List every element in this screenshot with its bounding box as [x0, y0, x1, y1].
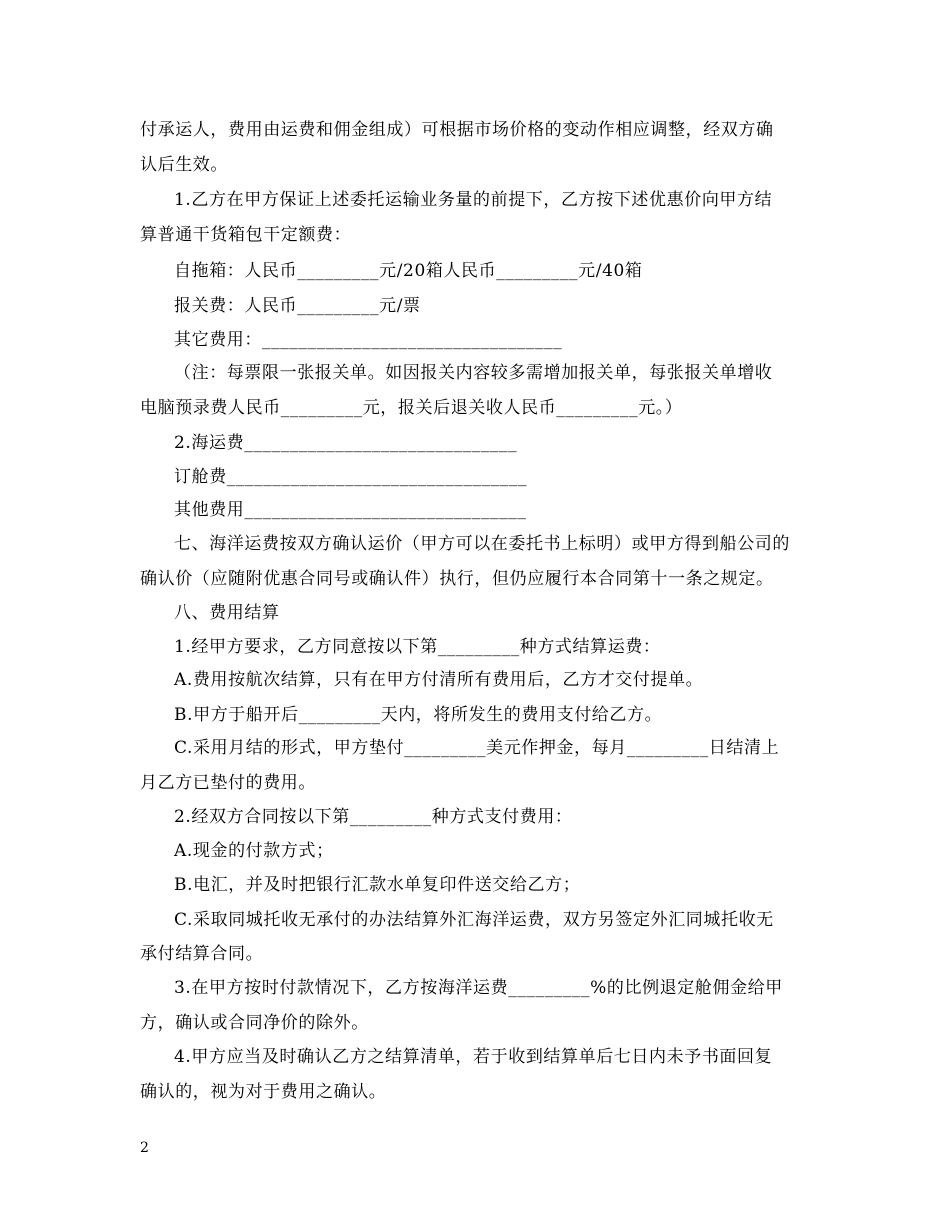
text-line: 2.海运费______________________________ — [174, 433, 518, 453]
text-line: 2.经双方合同按以下第_________种方式支付费用： — [174, 807, 573, 827]
text-line: B.电汇，并及时把银行汇款水单复印件送交给乙方； — [174, 875, 581, 895]
text-line: B.甲方于船开后_________天内，将所发生的费用支付给乙方。 — [174, 705, 663, 725]
text-line: 七、海洋运费按双方确认运价（甲方可以在委托书上标明）或甲方得到船公司的 — [174, 534, 790, 554]
text-line: 月乙方已垫付的费用。 — [140, 773, 316, 793]
text-line: 1.经甲方要求，乙方同意按以下第_________种方式结算运费： — [174, 637, 661, 657]
text-line: 确认的，视为对于费用之确认。 — [140, 1082, 387, 1102]
page-number: 2 — [140, 1140, 149, 1156]
text-line: C.采用月结的形式，甲方垫付_________美元作押金，每月_________日结清上 — [174, 738, 780, 758]
text-line: （注：每票限一张报关单。如因报关内容较多需增加报关单，每张报关单增收 — [174, 363, 773, 383]
text-line: 算普通干货箱包干定额费： — [140, 225, 352, 245]
text-line: 报关费：人民币_________元/票 — [174, 296, 421, 316]
text-line: 4.甲方应当及时确认乙方之结算清单，若于收到结算单后七日内未予书面回复 — [174, 1047, 773, 1067]
text-line: 确认价（应随附优惠合同号或确认件）执行，但仍应履行本合同第十一条之规定。 — [140, 569, 774, 589]
text-line: 承付结算合同。 — [140, 944, 264, 964]
text-line: 3.在甲方按时付款情况下，乙方按海洋运费_________%的比例退定舱佣金给甲 — [174, 978, 783, 998]
text-line: 认后生效。 — [140, 155, 228, 175]
text-line: 其他费用_______________________________ — [174, 500, 527, 520]
text-line: A.费用按航次结算，只有在甲方付清所有费用后，乙方才交付提单。 — [174, 670, 704, 690]
text-line: 电脑预录费人民币_________元，报关后退关收人民币_________元。） — [140, 398, 683, 418]
text-line: 订舱费_________________________________ — [174, 467, 528, 487]
text-line: 自拖箱：人民币_________元/20箱人民币_________元/40箱 — [174, 261, 643, 281]
text-line: 方，确认或合同净价的除外。 — [140, 1013, 369, 1033]
text-line: A.现金的付款方式； — [174, 841, 334, 861]
text-line: C.采取同城托收无承付的办法结算外汇海洋运费，双方另签定外汇同城托收无 — [174, 910, 774, 930]
section-heading: 八、费用结算 — [174, 603, 280, 623]
text-line: 其它费用：_________________________________ — [174, 330, 563, 350]
text-line: 付承运人，费用由运费和佣金组成）可根据市场价格的变动作相应调整，经双方确 — [140, 120, 774, 140]
text-line: 1.乙方在甲方保证上述委托运输业务量的前提下，乙方按下述优惠价向甲方结 — [174, 190, 773, 210]
